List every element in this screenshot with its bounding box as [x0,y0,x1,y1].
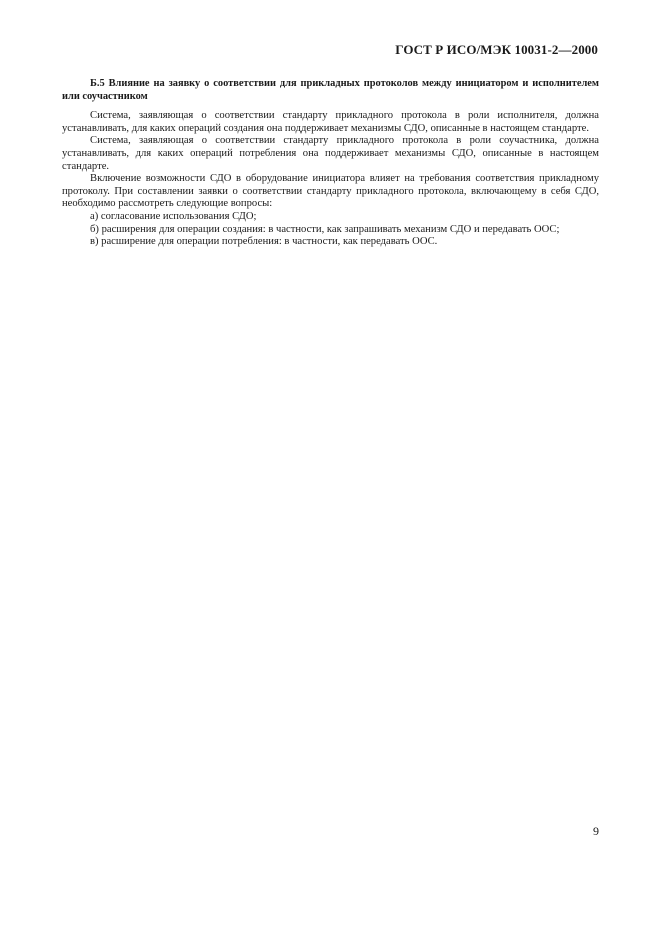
questions-list [62,211,599,249]
document-body [62,78,599,249]
paragraph-initiator: Включение возможности СДО в оборудование инициатора влияет на требования соответствия прикладному протоколу. При составлении заявки о соответствии стандарту прикладного протокола, включающему в себя СДО, необходимо рассмотреть следующие вопросы: [62,173,599,210]
section-title: Б.5 Влияние на заявку о соответствии для прикладных протоколов между инициатором и исполнителем или соучастником [62,78,599,102]
page-number: 9 [593,824,599,838]
document-header: ГОСТ Р ИСО/МЭК 10031-2—2000 [395,42,598,57]
paragraph-executor: Система, заявляющая о соответствии стандарту прикладного протокола в роли исполнителя, должна устанавливать, для каких операций создания она поддерживает механизмы СДО, описанные в настоящем стандарте. [62,110,599,134]
list-item: а) согласование использования СДО; [90,210,257,222]
list-item: в) расширение для операции потребления: в частности, как передавать ООС. [90,236,438,248]
paragraph-participant: Система, заявляющая о соответствии стандарту прикладного протокола в роли соучастника, должна устанавливать, для каких операций потребления она поддерживает механизмы СДО, описанные в настоящем стандарте. [62,135,599,172]
list-item: б) расширения для операции создания: в частности, как запрашивать механизм СДО и передавать ООС; [90,223,560,235]
